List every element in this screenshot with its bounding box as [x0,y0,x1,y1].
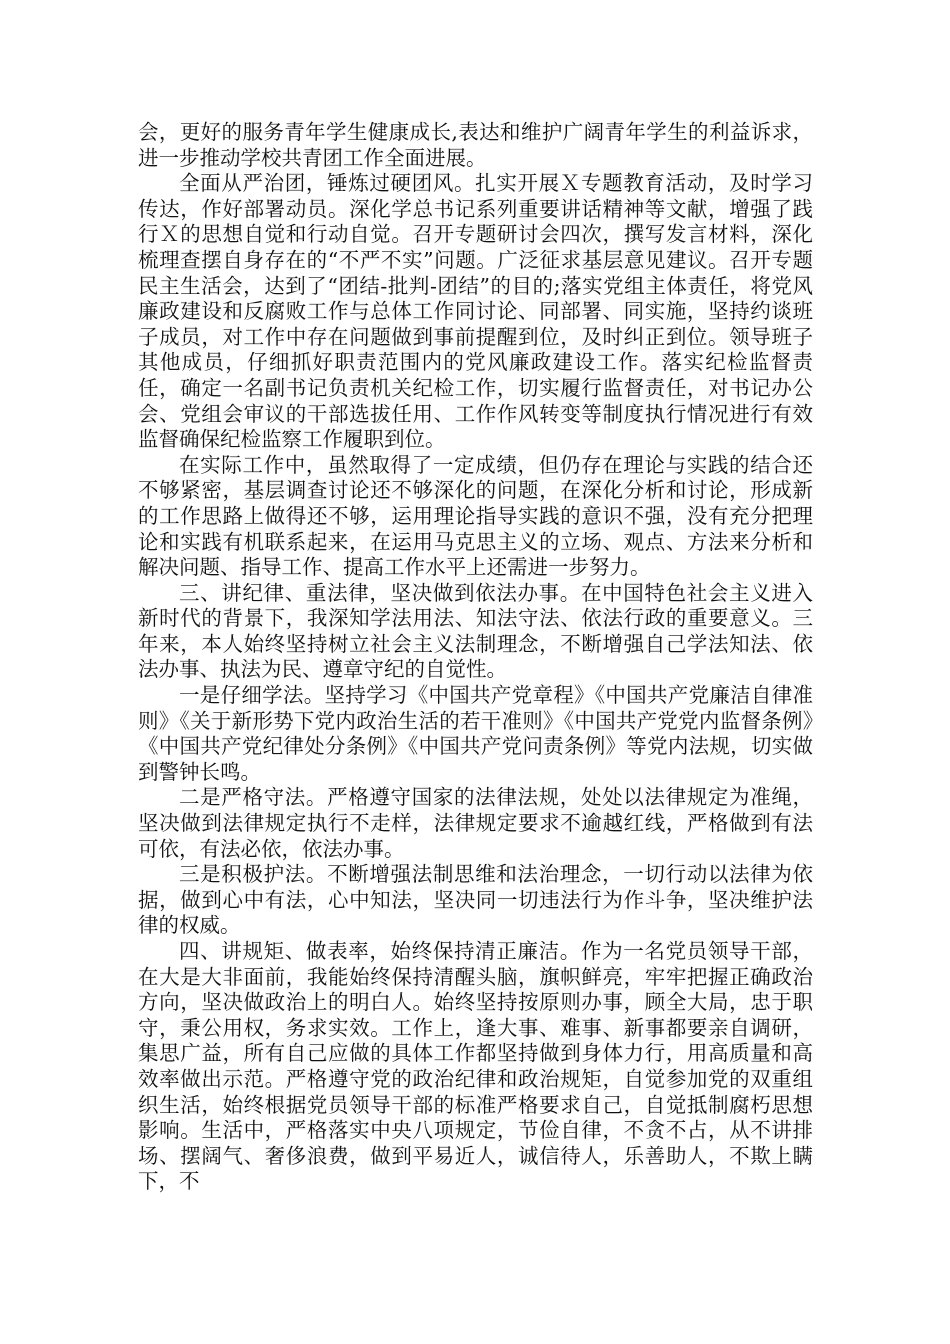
paragraph-obey-law: 二是严格守法。严格遵守国家的法律法规，处处以法律规定为准绳，坚决做到法律规定执行不走样，法律规定要求不逾越红线，严格做到有法可依，有法必依，依法办事。 [138,785,813,861]
document-body [138,120,813,1195]
paragraph-protect-law: 三是积极护法。不断增强法制思维和法治理念，一切行动以法律为依据，做到心中有法，心中知法，坚决同一切违法行为作斗争，坚决维护法律的权威。 [138,862,813,938]
paragraph-continuation: 会，更好的服务青年学生健康成长,表达和维护广阔青年学生的利益诉求，进一步推动学校共青团工作全面进展。 [138,120,813,170]
section-four-rules-integrity: 四、讲规矩、做表率，始终保持清正廉洁。作为一名党员领导干部，在大是大非面前，我能始终保持清醒头脑，旗帜鲜亮，牢牢把握正确政治方向，坚决做政治上的明白人。始终坚持按原则办事，顾全大局，忠于职守，秉公用权，务求实效。工作上，逢大事、难事、新事都要亲自调研，集思广益，所有自己应做的具体工作都坚持做到身体力行，用高质量和高效率做出示范。严格遵守党的政治纪律和政治规矩，自觉参加党的双重组织生活，始终根据党员领导干部的标准严格要求自己，自觉抵制腐朽思想影响。生活中，严格落实中央八项规定，节俭自律，不贪不占，从不讲排场、摆阔气、奢侈浪费，做到平易近人，诚信待人，乐善助人，不欺上瞒下，不 [138,939,813,1194]
paragraph-strict-governance: 全面从严治团，锤炼过硬团风。扎实开展Ｘ专题教育活动，及时学习传达，作好部署动员。深化学总书记系列重要讲话精神等文献，增强了践行Ｘ的思想自觉和行动自觉。召开专题研讨会四次，撰写发言材料，深化梳理查摆自身存在的“不严不实”问题。广泛征求基层意见建议。召开专题民主生活会，达到了“团结-批判-团结”的目的;落实党组主体责任，将党风廉政建设和反腐败工作与总体工作同讨论、同部署、同实施，坚持约谈班子成员，对工作中存在问题做到事前提醒到位，及时纠正到位。领导班子其他成员，仔细抓好职责范围内的党风廉政建设工作。落实纪检监督责任，确定一名副书记负责机关纪检工作，切实履行监督责任，对书记办公会、党组会审议的干部选拔任用、工作作风转变等制度执行情况进行有效监督确保纪检监察工作履职到位。 [138,171,813,452]
section-three-discipline-law: 三、讲纪律、重法律，坚决做到依法办事。在中国特色社会主义进入新时代的背景下，我深知学法用法、知法守法、依法行政的重要意义。三年来，本人始终坚持树立社会主义法制理念，不断增强自己学法知法、依法办事、执法为民、遵章守纪的自觉性。 [138,580,813,682]
paragraph-shortcomings: 在实际工作中，虽然取得了一定成绩，但仍存在理论与实践的结合还不够紧密，基层调查讨论还不够深化的问题，在深化分析和讨论，形成新的工作思路上做得还不够，运用理论指导实践的意识不强，没有充分把理论和实践有机联系起来，在运用马克思主义的立场、观点、方法来分析和解决问题、指导工作、提高工作水平上还需进一步努力。 [138,452,813,580]
paragraph-study-law: 一是仔细学法。坚持学习《中国共产党章程》《中国共产党廉洁自律准则》《关于新形势下党内政治生活的若干准则》《中国共产党党内监督条例》《中国共产党纪律处分条例》《中国共产党问责条例》等党内法规，切实做到警钟长鸣。 [138,683,813,784]
